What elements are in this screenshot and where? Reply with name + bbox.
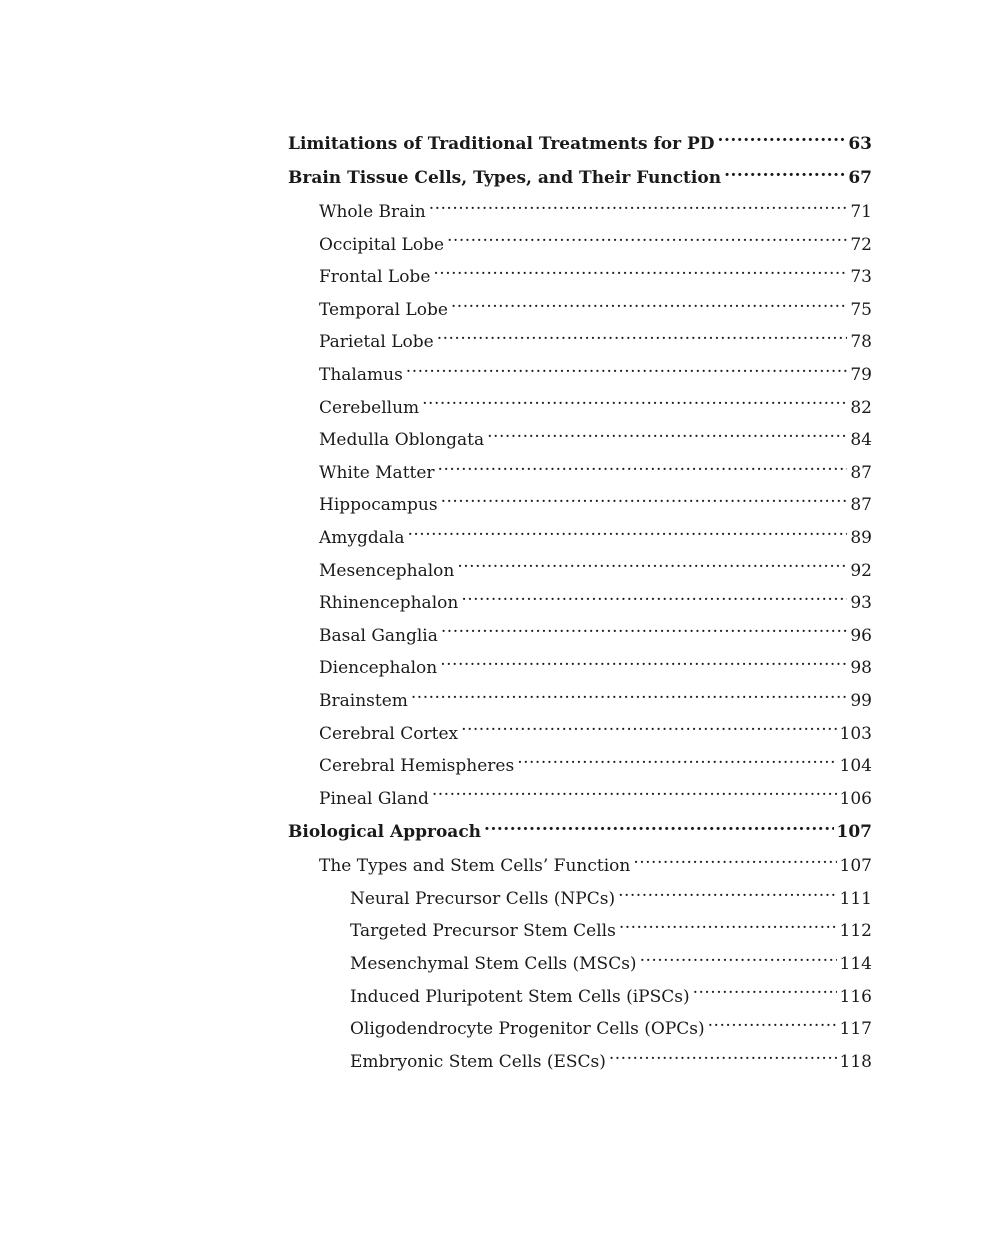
toc-entry-oligodendrocyte-progenitor-cells[interactable] [288, 1013, 872, 1046]
toc-leader-dots [429, 200, 848, 217]
toc-leader-dots [461, 722, 836, 739]
toc-entry-title: Hippocampus [319, 495, 438, 516]
toc-entry-cerebral-cortex[interactable] [288, 718, 872, 751]
toc-leader-dots [718, 132, 846, 149]
toc-leader-dots [433, 265, 847, 282]
toc-entry-title: Cerebral Hemispheres [319, 756, 515, 777]
toc-entry-page: 79 [850, 364, 872, 385]
toc-entry-title: Cerebellum [319, 397, 420, 418]
toc-entry-page: 78 [850, 332, 872, 353]
toc-leader-dots [640, 952, 837, 969]
toc-entry-title: Cerebral Cortex [319, 723, 459, 744]
toc-entry-page: 114 [839, 954, 872, 975]
toc-entry-thalamus[interactable] [288, 359, 872, 392]
toc-entry-page: 106 [839, 788, 872, 809]
toc-entry-brain-tissue-cells[interactable] [288, 161, 872, 196]
toc-leader-dots [406, 363, 848, 380]
toc-entry-white-matter[interactable] [288, 457, 872, 490]
toc-entry-title: Mesencephalon [319, 560, 455, 581]
toc-entry-cerebellum[interactable] [288, 392, 872, 425]
toc-leader-dots [411, 689, 847, 706]
toc-entry-title: Parietal Lobe [319, 332, 434, 353]
toc-entry-title: Embryonic Stem Cells (ESCs) [350, 1051, 606, 1072]
toc-entry-page: 93 [850, 593, 872, 614]
toc-entry-title: The Types and Stem Cells’ Function [319, 856, 631, 877]
toc-entry-induced-pluripotent-stem-cells[interactable] [288, 981, 872, 1014]
toc-entry-cerebral-hemispheres[interactable] [288, 750, 872, 783]
toc-entry-mesencephalon[interactable] [288, 555, 872, 588]
toc-entry-page: 99 [850, 690, 872, 711]
toc-entry-pineal-gland[interactable] [288, 783, 872, 816]
toc-entry-rhinencephalon[interactable] [288, 587, 872, 620]
toc-leader-dots [437, 330, 848, 347]
toc-entry-page: 73 [850, 267, 872, 288]
table-of-contents [288, 128, 872, 1078]
toc-entry-page: 107 [839, 856, 872, 877]
toc-entry-page: 87 [850, 462, 872, 483]
toc-leader-dots [447, 233, 847, 250]
toc-entry-title: Targeted Precursor Stem Cells [350, 921, 616, 942]
toc-entry-limitations-of-traditional-treatments[interactable] [288, 128, 872, 161]
toc-entry-page: 98 [850, 658, 872, 679]
toc-entry-title: Biological Approach [288, 822, 482, 843]
toc-entry-amygdala[interactable] [288, 522, 872, 555]
toc-leader-dots [618, 887, 836, 904]
toc-entry-occipital-lobe[interactable] [288, 229, 872, 262]
toc-leader-dots [441, 493, 848, 510]
toc-entry-title: Mesenchymal Stem Cells (MSCs) [350, 954, 637, 975]
toc-leader-dots [422, 396, 847, 413]
toc-entry-basal-ganglia[interactable] [288, 620, 872, 653]
toc-entry-page: 75 [850, 299, 872, 320]
toc-leader-dots [724, 166, 845, 183]
toc-leader-dots [457, 559, 847, 576]
toc-entry-whole-brain[interactable] [288, 196, 872, 229]
toc-entry-title: Medulla Oblongata [319, 430, 485, 451]
toc-entry-page: 82 [850, 397, 872, 418]
toc-leader-dots [484, 820, 833, 837]
toc-entry-title: Thalamus [319, 364, 403, 385]
toc-leader-dots [438, 461, 848, 478]
toc-entry-types-and-stem-cells-function[interactable] [288, 850, 872, 883]
toc-entry-page: 92 [850, 560, 872, 581]
toc-leader-dots [440, 656, 847, 673]
toc-leader-dots [407, 526, 847, 543]
toc-leader-dots [451, 298, 847, 315]
toc-entry-title: Amygdala [319, 527, 405, 548]
toc-entry-page: 87 [850, 495, 872, 516]
toc-leader-dots [609, 1050, 837, 1067]
toc-entry-title: Frontal Lobe [319, 267, 431, 288]
toc-entry-page: 71 [850, 202, 872, 222]
toc-entry-title: Neural Precursor Cells (NPCs) [350, 888, 616, 909]
toc-entry-title: Diencephalon [319, 658, 438, 679]
toc-leader-dots [487, 428, 847, 445]
toc-entry-hippocampus[interactable] [288, 489, 872, 522]
toc-entry-biological-approach[interactable] [288, 815, 872, 850]
toc-entry-mesenchymal-stem-cells[interactable] [288, 948, 872, 981]
toc-entry-page: 63 [848, 134, 872, 154]
toc-entry-neural-precursor-cells[interactable] [288, 883, 872, 916]
toc-leader-dots [619, 919, 837, 936]
toc-entry-page: 117 [839, 1019, 872, 1040]
toc-entry-page: 118 [839, 1051, 872, 1072]
toc-entry-page: 111 [839, 888, 872, 909]
toc-entry-title: Temporal Lobe [319, 299, 448, 320]
toc-entry-title: Limitations of Traditional Treatments for PD [288, 134, 715, 154]
toc-entry-page: 67 [848, 168, 872, 188]
toc-leader-dots [708, 1017, 837, 1034]
toc-leader-dots [517, 754, 836, 771]
toc-entry-title: Rhinencephalon [319, 593, 459, 614]
toc-entry-medulla-oblongata[interactable] [288, 424, 872, 457]
toc-entry-temporal-lobe[interactable] [288, 294, 872, 327]
toc-entry-title: Whole Brain [319, 202, 426, 222]
toc-entry-diencephalon[interactable] [288, 652, 872, 685]
toc-entry-title: White Matter [319, 462, 435, 483]
toc-entry-page: 104 [839, 756, 872, 777]
toc-entry-page: 96 [850, 625, 872, 646]
toc-leader-dots [461, 591, 847, 608]
toc-entry-embryonic-stem-cells[interactable] [288, 1046, 872, 1079]
toc-entry-page: 107 [836, 822, 872, 843]
toc-entry-page: 72 [850, 234, 872, 255]
toc-entry-title: Brainstem [319, 690, 408, 711]
toc-entry-frontal-lobe[interactable] [288, 261, 872, 294]
toc-entry-page: 84 [850, 430, 872, 451]
toc-entry-title: Occipital Lobe [319, 234, 445, 255]
toc-entry-page: 116 [839, 986, 872, 1007]
toc-leader-dots [693, 985, 837, 1002]
toc-entry-page: 89 [850, 527, 872, 548]
toc-entry-title: Oligodendrocyte Progenitor Cells (OPCs) [350, 1019, 705, 1040]
toc-entry-targeted-precursor-stem-cells[interactable] [288, 915, 872, 948]
toc-entry-title: Basal Ganglia [319, 625, 438, 646]
toc-entry-page: 103 [839, 723, 872, 744]
toc-entry-page: 112 [839, 921, 872, 942]
toc-entry-parietal-lobe[interactable] [288, 326, 872, 359]
toc-entry-title: Induced Pluripotent Stem Cells (iPSCs) [350, 986, 690, 1007]
toc-leader-dots [432, 787, 837, 804]
toc-leader-dots [633, 854, 836, 871]
toc-entry-brainstem[interactable] [288, 685, 872, 718]
toc-leader-dots [441, 624, 847, 641]
toc-entry-title: Pineal Gland [319, 788, 429, 809]
toc-entry-title: Brain Tissue Cells, Types, and Their Function [288, 168, 722, 188]
